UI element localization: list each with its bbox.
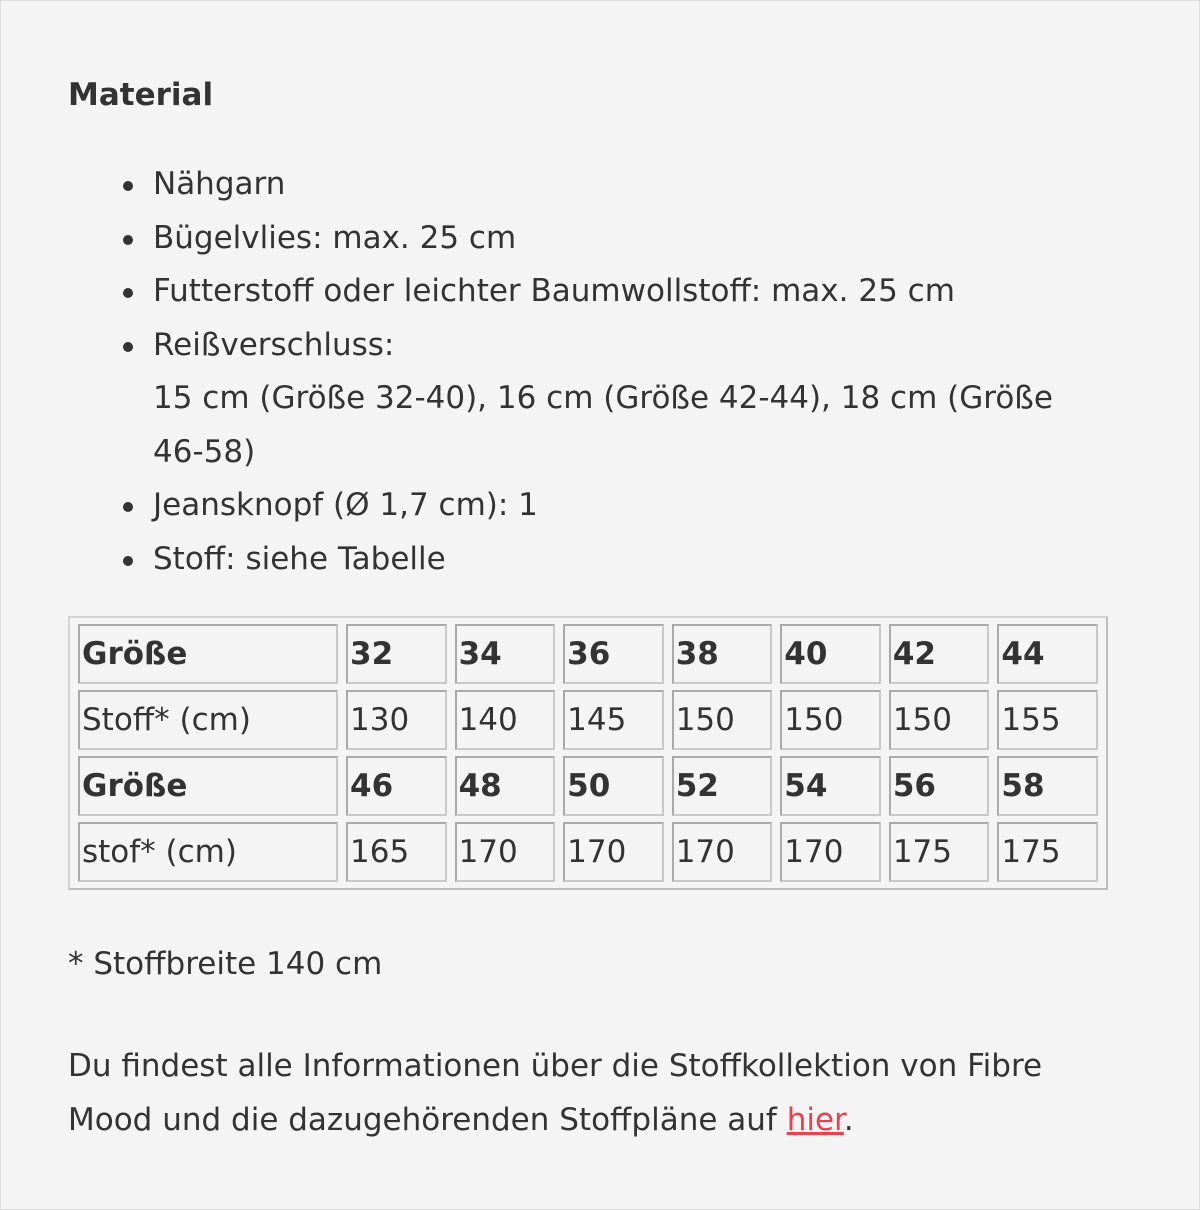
table-cell: 175: [997, 822, 1098, 882]
material-item: [153, 479, 1128, 533]
material-item-text: Stoff: siehe Tabelle: [153, 540, 446, 577]
bullet-icon: [123, 288, 133, 298]
table-cell: 150: [780, 690, 881, 750]
material-item-text: Futterstoff oder leichter Baumwollstoff: max. 25 cm: [153, 273, 955, 309]
fabric-row: [78, 822, 1098, 882]
material-item-text: Bügelvlies: max. 25 cm: [153, 219, 517, 256]
table-cell: 46: [346, 756, 447, 816]
table-cell: 56: [889, 756, 990, 816]
table-cell: 48: [455, 756, 556, 816]
table-cell: 150: [889, 690, 990, 750]
table-cell: 170: [455, 822, 556, 882]
table-cell: 150: [672, 690, 773, 750]
row-label: stof* (cm): [78, 822, 338, 882]
table-cell: 165: [346, 822, 447, 882]
material-item-text: Nähgarn: [153, 166, 286, 202]
info-text-end: .: [843, 1101, 854, 1138]
row-label: Größe: [78, 624, 338, 684]
size-row: [78, 624, 1098, 684]
info-text: Du findest alle Informationen über die Stoffkollektion von Fibre Mood und die dazugehörenden Stoffpläne auf: [68, 1048, 1043, 1138]
table-cell: 34: [455, 624, 556, 684]
table-cell: 32: [346, 624, 447, 684]
bullet-icon: [123, 556, 133, 566]
table-cell: 170: [563, 822, 664, 882]
table-cell: 36: [563, 624, 664, 684]
table-cell: 44: [997, 624, 1098, 684]
table-cell: 58: [997, 756, 1098, 816]
material-section: [68, 72, 1128, 1147]
materials-list: [68, 158, 1128, 586]
fabric-size-table: [68, 616, 1108, 890]
material-item: [153, 533, 1128, 587]
fabric-row: [78, 690, 1098, 750]
section-heading: Material: [68, 77, 214, 113]
material-item: [153, 265, 1128, 319]
table-cell: 130: [346, 690, 447, 750]
table-cell: 155: [997, 690, 1098, 750]
bullet-icon: [123, 181, 133, 191]
table-cell: 170: [780, 822, 881, 882]
hier-link[interactable]: hier: [786, 1101, 844, 1138]
footnote: * Stoffbreite 140 cm: [68, 946, 383, 982]
table-cell: 140: [455, 690, 556, 750]
material-item-text: 46-58): [153, 433, 256, 470]
material-item: [153, 212, 1128, 266]
table-cell: 40: [780, 624, 881, 684]
bullet-icon: [123, 502, 133, 512]
table-cell: 38: [672, 624, 773, 684]
info-paragraph: [68, 1040, 1108, 1147]
table-cell: 175: [889, 822, 990, 882]
material-item: [153, 319, 1128, 480]
table-cell: 170: [672, 822, 773, 882]
material-item-text: Jeansknopf (Ø 1,7 cm): 1: [153, 487, 538, 523]
bullet-icon: [123, 342, 133, 352]
table-cell: 50: [563, 756, 664, 816]
table-cell: 54: [780, 756, 881, 816]
material-item: [153, 158, 1128, 212]
size-row: [78, 756, 1098, 816]
bullet-icon: [123, 235, 133, 245]
material-item-text: 15 cm (Größe 32-40), 16 cm (Größe 42-44), 18 cm (Größe: [153, 380, 1053, 416]
table-cell: 42: [889, 624, 990, 684]
table-cell: 145: [563, 690, 664, 750]
row-label: Größe: [78, 756, 338, 816]
row-label: Stoff* (cm): [78, 690, 338, 750]
material-item-text: Reißverschluss:: [153, 326, 395, 363]
table-cell: 52: [672, 756, 773, 816]
